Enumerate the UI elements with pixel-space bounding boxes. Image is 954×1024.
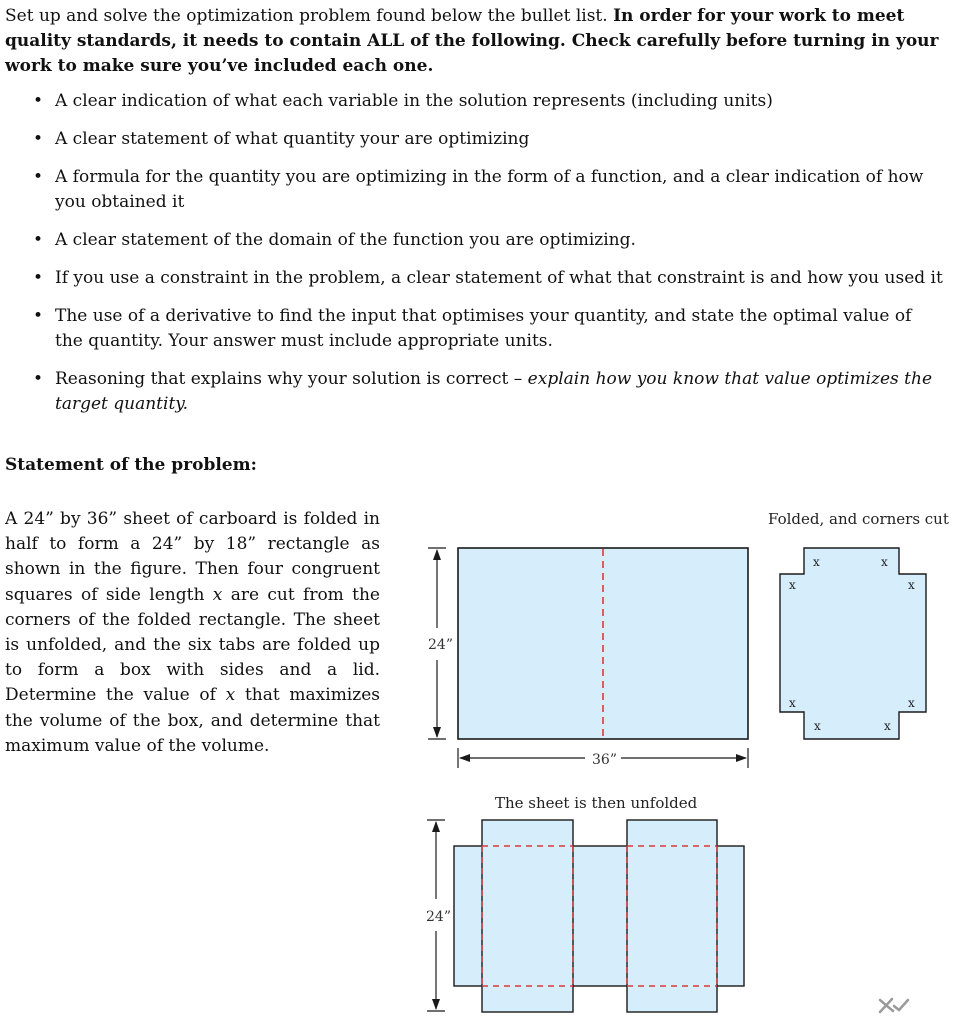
folded-sheet [780,548,926,739]
instructions-requirement: In order for your work to meet quality standards, it needs to contain ALL of the following. Check carefully before turning in your work to make sure you’ve included each one. [5,6,939,76]
problem-text-3: that maximizes the volume of the box, and determine that maximum value of the volume. [5,685,380,756]
list-item: • A clear statement of what quantity your are optimizing [28,127,943,152]
unfolded-caption: The sheet is then unfolded [495,794,698,812]
cut-label: x [813,555,820,569]
problem-text-1: A 24” by 36” sheet of carboard is folded in half to form a 24” by 18” rectangle as shown in the figure. Then four congruent squares of side length [5,509,380,605]
arrowhead [433,549,441,560]
cut-label: x [881,555,888,569]
list-item: • The use of a derivative to find the input that optimises your quantity, and state the optimal value of the quantity. Your answer must include appropriate units. [28,304,943,354]
checkmark-logo-icon [880,999,908,1012]
cut-label: x [884,719,891,733]
width-label: 36” [592,752,617,768]
instructions-lead: Set up and solve the optimization problem found below the bullet list. [5,6,614,26]
problem-text-2: are cut from the corners of the folded rectangle. The sheet is unfolded, and the six tabs are folded up to form a box with sides and a lid. Determine the value of [5,584,380,706]
arrowhead [459,754,470,762]
reasoning-italic: explain how you know that value optimizes the target quantity. [55,369,933,414]
list-item: • A formula for the quantity you are optimizing in the form of a function, and a clear indication of how you obtained it [28,165,943,215]
folded-caption: Folded, and corners cut [768,510,949,528]
reasoning-text: Reasoning that explains why your solution is correct – [55,369,528,389]
cut-label: x [814,719,821,733]
height-label-2: 24” [426,909,451,925]
arrowhead [433,727,441,738]
list-item: • A clear statement of the domain of the function you are optimizing. [28,228,943,253]
height-label: 24” [428,637,453,653]
statement-title: Statement of the problem: [5,455,257,475]
arrowhead [432,999,440,1010]
variable-x: x [212,584,223,605]
cut-label: x [908,696,915,710]
cut-label: x [789,696,796,710]
arrowhead [432,821,440,832]
cut-label: x [908,578,915,592]
variable-x: x [225,685,236,706]
unfolded-sheet [454,820,744,1012]
list-item: • If you use a constraint in the problem, a clear statement of what that constraint is and how you used it [28,266,943,291]
arrowhead [736,754,747,762]
cut-label: x [789,578,796,592]
list-item: • A clear indication of what each variable in the solution represents (including units) [28,89,943,114]
